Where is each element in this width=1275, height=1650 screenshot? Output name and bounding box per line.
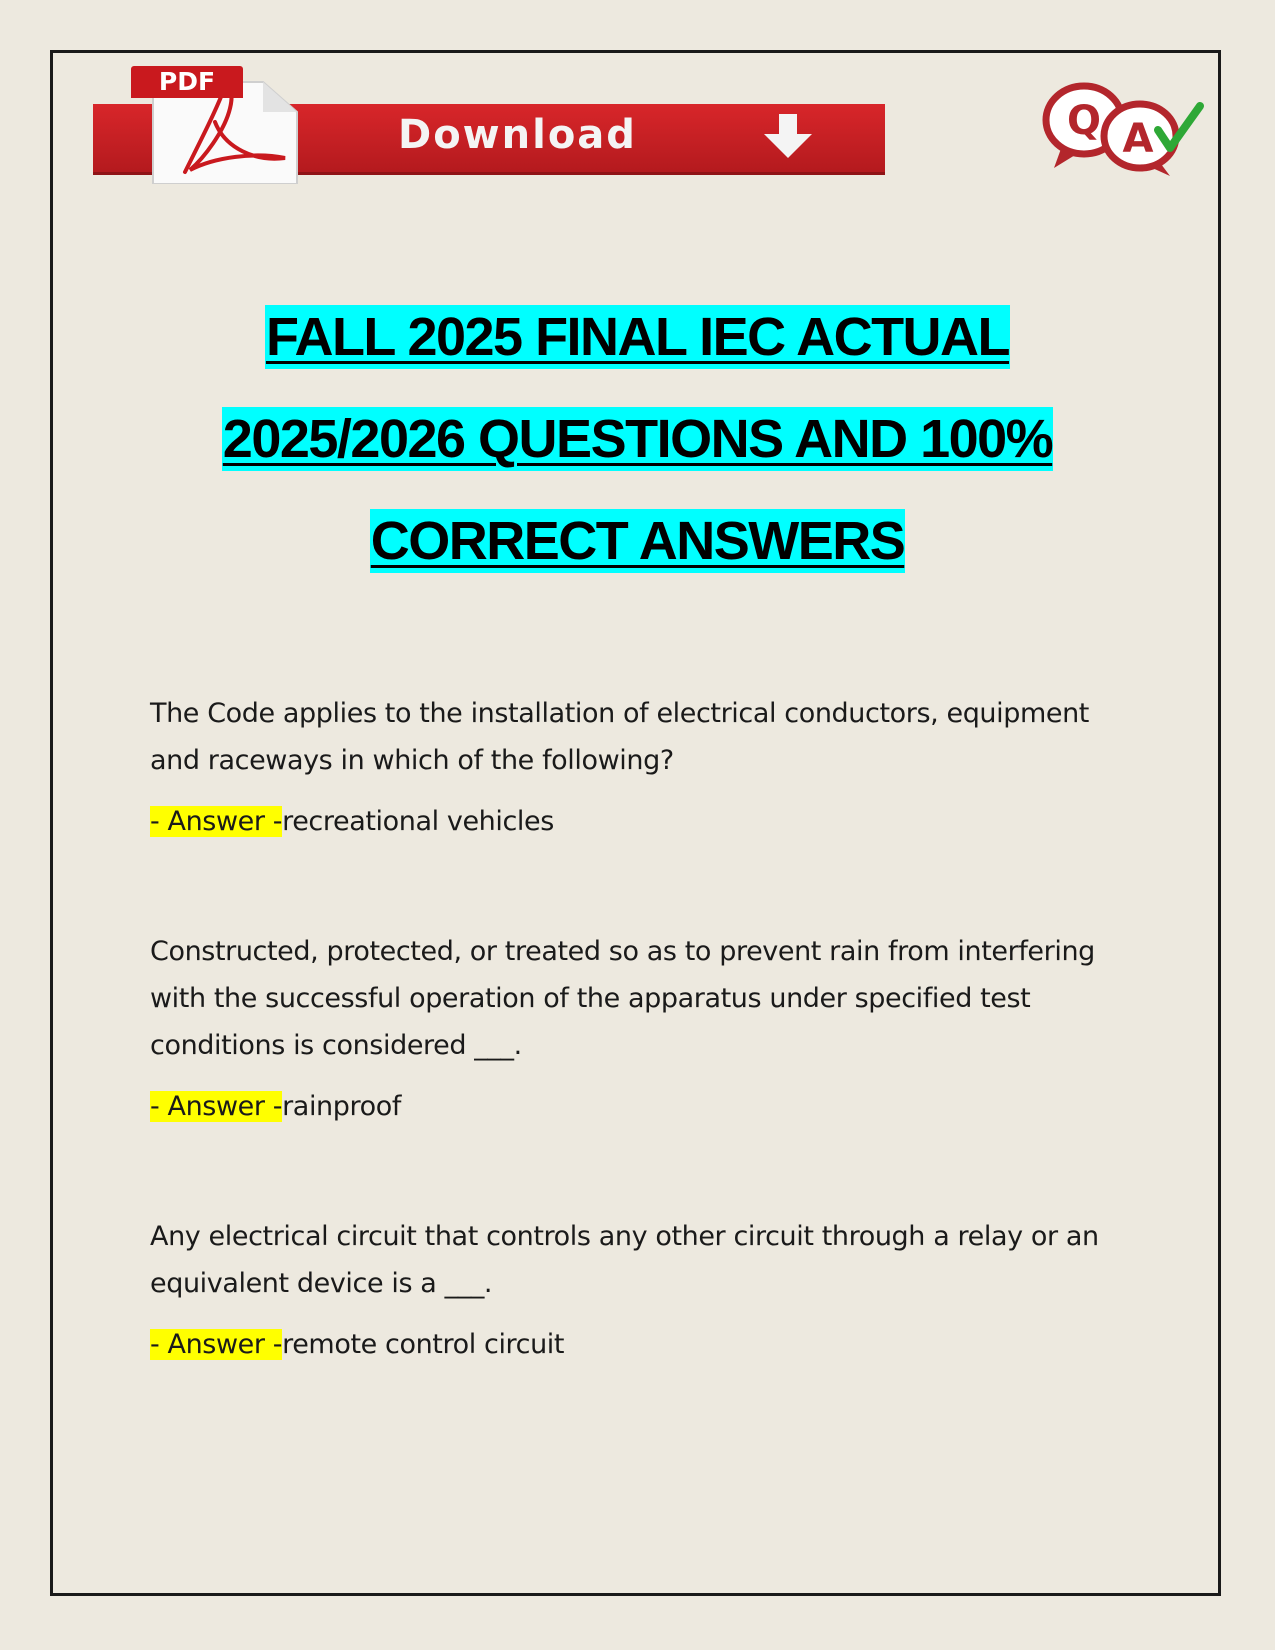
answer-line — [150, 1089, 1135, 1125]
title-line-3: CORRECT ANSWERS — [370, 511, 905, 571]
title-line-1: FALL 2025 FINAL IEC ACTUAL — [265, 307, 1010, 367]
qa-item — [150, 928, 1135, 1125]
logo-q-letter: Q — [1066, 98, 1102, 144]
qa-item — [150, 690, 1135, 840]
title-line-2: 2025/2026 QUESTIONS AND 100% — [222, 409, 1053, 469]
question-text: Any electrical circuit that controls any other circuit through a relay or an equivalent device is a ___. — [150, 1221, 1099, 1299]
qa-check-logo-icon — [1040, 78, 1210, 178]
pdf-label: PDF — [131, 66, 243, 98]
answer-line — [150, 1327, 1135, 1363]
download-arrow-icon[interactable] — [758, 112, 818, 162]
answer-prefix: - Answer - — [150, 806, 283, 837]
answer-text: rainproof — [282, 1091, 401, 1122]
qa-list — [150, 690, 1135, 1451]
question-text: The Code applies to the installation of electrical conductors, equipment and raceways in which of the following? — [150, 698, 1089, 776]
answer-text: remote control circuit — [282, 1329, 565, 1360]
document-title — [60, 305, 1215, 611]
answer-prefix: - Answer - — [150, 1091, 283, 1122]
question-text: Constructed, protected, or treated so as to prevent rain from interfering with the successful operation of the apparatus under specified test conditions is considered ___. — [150, 936, 1095, 1061]
answer-line — [150, 804, 1135, 840]
pdf-download-banner[interactable] — [93, 60, 885, 185]
answer-text: recreational vehicles — [282, 806, 554, 837]
qa-item — [150, 1213, 1135, 1363]
answer-prefix: - Answer - — [150, 1329, 283, 1360]
logo-a-letter: A — [1122, 116, 1154, 162]
download-label[interactable]: Download — [398, 112, 637, 158]
